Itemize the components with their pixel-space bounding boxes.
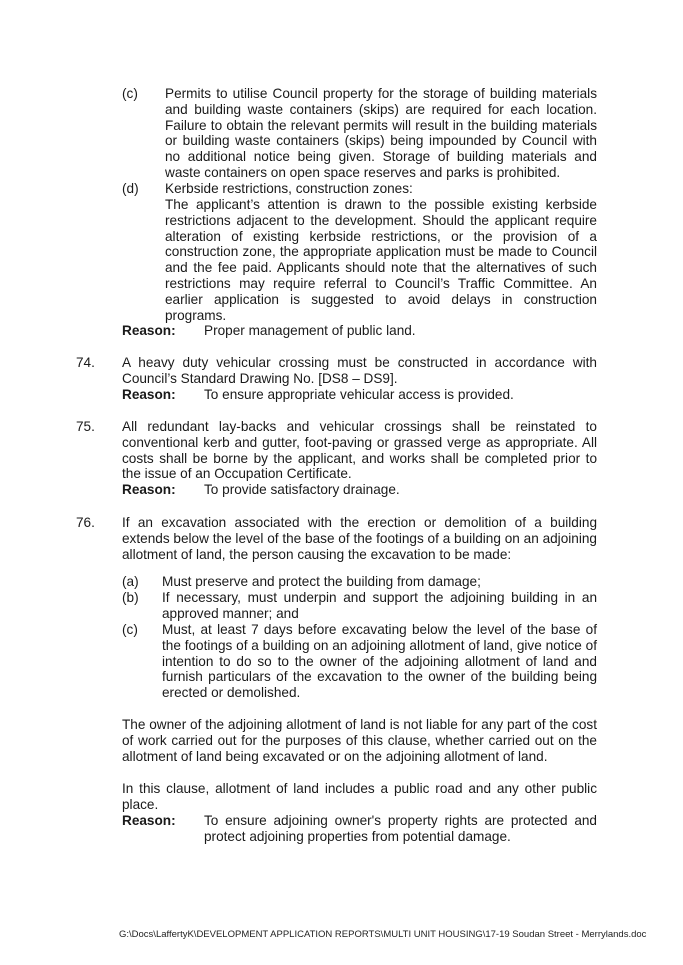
reason-text: To provide satisfactory drainage. xyxy=(204,482,400,497)
reason-label: Reason: xyxy=(122,387,176,402)
reason-label: Reason: xyxy=(122,482,176,497)
clause-number: 74. xyxy=(76,355,95,370)
reason-text: To ensure appropriate vehicular access is provided. xyxy=(204,387,514,402)
clause-text: A heavy duty vehicular crossing must be constructed in accordance with Council’s Standard Drawing No. [DS8 – DS9]. xyxy=(122,355,597,386)
subitem-b-text: If necessary, must underpin and support the adjoining building in an approved manner; and xyxy=(162,590,597,621)
subitem-a-text: Must preserve and protect the building from damage; xyxy=(162,574,481,589)
paragraph: The owner of the adjoining allotment of land is not liable for any part of the cost of work carried out for the purposes of this clause, whether carried out on the allotment of land being excavated or on the adjoining allotment of land. xyxy=(122,717,597,764)
clause-number: 76. xyxy=(76,515,95,530)
reason-label: Reason: xyxy=(122,813,176,828)
subitem-c-text: Must, at least 7 days before excavating below the level of the base of the footings of a building on an adjoining allotment of land, give notice of intention to do so to the owner of the adjoining allotment of land and furnish particulars of the excavation to the owner of the building being erected or demolished. xyxy=(162,622,597,701)
reason-text: To ensure adjoining owner's property rights are protected and protect adjoining properties from potential damage. xyxy=(204,813,597,844)
reason-text: Proper management of public land. xyxy=(204,323,416,338)
subitem-a-marker: (a) xyxy=(122,574,139,589)
clause-text: All redundant lay-backs and vehicular crossings shall be reinstated to conventional kerb and gutter, foot-paving or grassed verge as appropriate. All costs shall be borne by the applicant, and works shall be completed prior to the issue of an Occupation Certificate. xyxy=(122,419,597,482)
subitem-b-marker: (b) xyxy=(122,590,139,605)
item-d-text: The applicant’s attention is drawn to the possible existing kerbside restrictions adjacent to the development. Should the applicant require alteration of existing kerbside restrictions, or the provision of a construction zone, the appropriate application must be made to Council and the fee paid. Applicants should note that the alternatives of such restrictions may require referral to Council’s Traffic Committee. An earlier application is suggested to avoid delays in construction programs. xyxy=(165,197,597,323)
clause-text: If an excavation associated with the erection or demolition of a building extends below the level of the base of the footings of a building on an adjoining allotment of land, the person causing the excavation to be made: xyxy=(122,515,597,562)
item-c-text: Permits to utilise Council property for the storage of building materials and building waste containers (skips) are required for each location. Failure to obtain the relevant permits will result in the building materials or building waste containers (skips) being impounded by Council with no additional notice being given. Storage of building materials and waste containers on open space reserves and parks is prohibited. xyxy=(165,86,597,180)
footer-file-path: G:\Docs\LaffertyK\DEVELOPMENT APPLICATION REPORTS\MULTI UNIT HOUSING\17-19 Soudan Street - Merrylands.doc xyxy=(119,929,647,940)
reason-label: Reason: xyxy=(122,323,176,338)
subitem-c-marker: (c) xyxy=(122,622,138,637)
paragraph: In this clause, allotment of land includes a public road and any other public place. xyxy=(122,781,597,812)
item-d-heading: Kerbside restrictions, construction zones: xyxy=(165,181,413,196)
clause-number: 75. xyxy=(76,419,95,434)
item-c-marker: (c) xyxy=(122,86,138,101)
item-d-marker: (d) xyxy=(122,181,139,196)
